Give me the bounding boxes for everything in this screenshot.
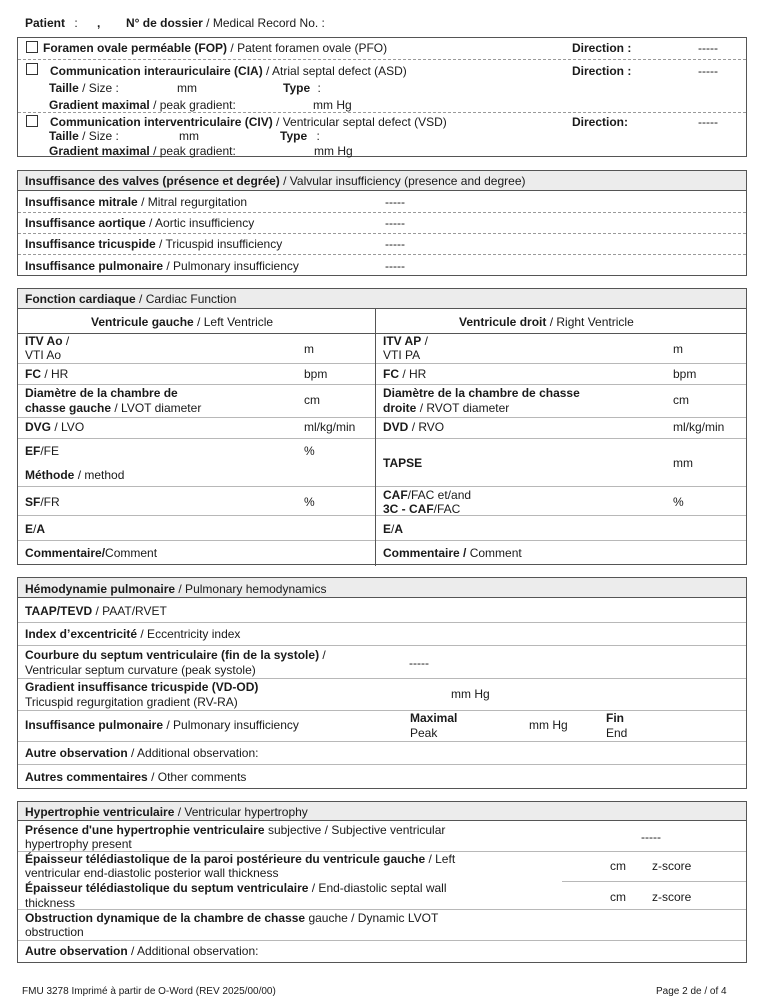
pulm-insuf-label: Insuffisance pulmonaire / Pulmonary insufficiency xyxy=(25,718,299,732)
valve-row-label: Insuffisance pulmonaire / Pulmonary insufficiency xyxy=(25,259,299,273)
presence-label-1: Présence d'une hypertrophie ventriculaire subjective / Subjective ventricular xyxy=(25,823,446,837)
lv-dvg-unit: ml/kg/min xyxy=(304,420,356,434)
cardiac-section xyxy=(17,288,747,565)
taap-label: TAAP/TEVD / PAAT/RVET xyxy=(25,604,167,618)
rv-fc-label: FC / HR xyxy=(383,367,427,381)
lv-diam-label-2: chasse gauche / LVOT diameter xyxy=(25,401,202,415)
rv-comment-label: Commentaire / Comment xyxy=(383,546,522,560)
lv-diam-label-1: Diamètre de la chambre de xyxy=(25,386,178,400)
valve-row-value: ----- xyxy=(385,216,405,230)
obstruction-label-2: obstruction xyxy=(25,925,84,939)
valves-section xyxy=(17,170,747,276)
rv-itv-unit: m xyxy=(673,342,683,356)
defects-section xyxy=(17,37,747,157)
civ-size-unit: mm xyxy=(179,129,199,143)
rv-header: Ventricule droit / Right Ventricle xyxy=(459,315,634,329)
rv-caf-label-2: 3C - CAF/FAC xyxy=(383,502,461,516)
eccentricity-label: Index d’excentricité / Eccentricity index xyxy=(25,627,241,641)
tr-gradient-label-2: Tricuspid regurgitation gradient (RV-RA) xyxy=(25,695,238,709)
rv-diam-label-2: droite / RVOT diameter xyxy=(383,401,510,415)
lv-ef-label: EF/FE xyxy=(25,444,60,458)
septal-wall-unit: cm xyxy=(610,890,626,904)
tr-gradient-unit: mm Hg xyxy=(451,687,490,701)
cia-gradient-label: Gradient maximal / peak gradient: xyxy=(49,98,236,112)
rv-tapse-label: TAPSE xyxy=(383,456,423,470)
pulmonary-title: Hémodynamie pulmonaire / Pulmonary hemodynamics xyxy=(25,582,327,596)
civ-checkbox[interactable] xyxy=(26,115,38,127)
fop-direction-value: ----- xyxy=(698,41,718,55)
pulm-other-comments-label: Autres commentaires / Other comments xyxy=(25,770,247,784)
obstruction-label-1: Obstruction dynamique de la chambre de chasse gauche / Dynamic LVOT xyxy=(25,911,439,925)
rv-diam-unit: cm xyxy=(673,393,689,407)
lv-fc-unit: bpm xyxy=(304,367,328,381)
rv-tapse-unit: mm xyxy=(673,456,693,470)
civ-direction-label: Direction: xyxy=(572,115,629,129)
cia-size-label: Taille / Size : xyxy=(49,81,119,95)
lv-sf-unit: % xyxy=(304,495,315,509)
pulm-insuf-unit: mm Hg xyxy=(529,718,568,732)
civ-type-label: Type : xyxy=(280,129,320,143)
pulm-insuf-max-en: Peak xyxy=(410,726,438,740)
dossier-line xyxy=(126,16,325,30)
cia-checkbox[interactable] xyxy=(26,63,38,75)
lv-itv-unit: m xyxy=(304,342,314,356)
cia-direction-label: Direction : xyxy=(572,64,632,78)
rv-dvd-label: DVD / RVO xyxy=(383,420,445,434)
cia-size-unit: mm xyxy=(177,81,197,95)
dossier-label: N° de dossier xyxy=(126,16,203,30)
civ-gradient-label: Gradient maximal / peak gradient: xyxy=(49,144,236,158)
civ-direction-value: ----- xyxy=(698,115,718,129)
lv-sf-label: SF/FR xyxy=(25,495,60,509)
hypertrophy-title: Hypertrophie ventriculaire / Ventricular hypertrophy xyxy=(25,805,308,819)
rv-itv-en: VTI PA xyxy=(383,348,421,362)
lv-ea-label: E/A xyxy=(25,522,46,536)
cia-type-label: Type : xyxy=(283,81,321,95)
patient-comma: , xyxy=(97,16,101,30)
curvature-value: ----- xyxy=(409,656,429,670)
fop-direction-label: Direction : xyxy=(572,41,632,55)
rv-caf-unit: % xyxy=(673,495,684,509)
civ-label: Communication interventriculaire (CIV) / Ventricular septal defect (VSD) xyxy=(50,115,447,129)
lv-dvg-label: DVG / LVO xyxy=(25,420,85,434)
footer-page-number: Page 2 de / of 4 xyxy=(656,986,727,997)
septal-wall-zscore: z-score xyxy=(652,890,692,904)
posterior-wall-label-1: Épaisseur télédiastolique de la paroi postérieure du ventricule gauche / Left xyxy=(25,852,456,866)
cardiac-title: Fonction cardiaque / Cardiac Function xyxy=(25,292,237,306)
presence-value: ----- xyxy=(641,830,661,844)
rv-fc-unit: bpm xyxy=(673,367,697,381)
rv-caf-label-1: CAF/FAC et/and xyxy=(383,488,472,502)
presence-label-2: hypertrophy present xyxy=(25,837,132,851)
rv-diam-label-1: Diamètre de la chambre de chasse xyxy=(383,386,580,400)
curvature-label-1: Courbure du septum ventriculaire (fin de la systole) / xyxy=(25,648,326,662)
lv-itv-en: VTI Ao xyxy=(25,348,62,362)
fop-checkbox[interactable] xyxy=(26,41,38,53)
pulm-other-obs-label: Autre observation / Additional observation: xyxy=(25,746,259,760)
posterior-wall-label-2: ventricular end-diastolic posterior wall thickness xyxy=(25,866,279,880)
pulm-insuf-end-fr: Fin xyxy=(606,711,624,725)
valve-row-value: ----- xyxy=(385,237,405,251)
curvature-label-2: Ventricular septum curvature (peak systole) xyxy=(25,663,256,677)
valves-title: Insuffisance des valves (présence et degrée) / Valvular insufficiency (presence and degree) xyxy=(25,174,526,188)
posterior-wall-zscore: z-score xyxy=(652,859,692,873)
lv-fc-label: FC / HR xyxy=(25,367,69,381)
fop-label: Foramen ovale perméable (FOP) / Patent foramen ovale (PFO) xyxy=(43,41,388,55)
valve-row-label: Insuffisance tricuspide / Tricuspid insufficiency xyxy=(25,237,283,251)
rv-dvd-unit: ml/kg/min xyxy=(673,420,725,434)
valve-row-label: Insuffisance aortique / Aortic insufficiency xyxy=(25,216,255,230)
septal-wall-label-1: Épaisseur télédiastolique du septum ventriculaire / End-diastolic septal wall xyxy=(25,881,447,895)
hypertrophy-section xyxy=(17,801,747,963)
civ-size-label: Taille / Size : xyxy=(49,129,119,143)
pulm-insuf-max-fr: Maximal xyxy=(410,711,458,725)
rv-ea-label: E/A xyxy=(383,522,404,536)
posterior-wall-unit: cm xyxy=(610,859,626,873)
cia-label: Communication interauriculaire (CIA) / Atrial septal defect (ASD) xyxy=(50,64,407,78)
hyper-other-obs-label: Autre observation / Additional observation: xyxy=(25,944,259,958)
septal-wall-label-2: thickness xyxy=(25,896,76,910)
rv-itv-label: ITV AP / xyxy=(383,334,428,348)
record-label: / Medical Record No. : xyxy=(206,16,325,30)
cia-gradient-unit: mm Hg xyxy=(313,98,352,112)
lv-diam-unit: cm xyxy=(304,393,320,407)
pulm-insuf-end-en: End xyxy=(606,726,628,740)
lv-itv-label: ITV Ao / xyxy=(25,334,70,348)
lv-ef-unit: % xyxy=(304,444,315,458)
tr-gradient-label-1: Gradient insuffisance tricuspide (VD-OD) xyxy=(25,680,259,694)
lv-method-label: Méthode / method xyxy=(25,468,125,482)
valve-row-value: ----- xyxy=(385,195,405,209)
pulmonary-section xyxy=(17,577,747,789)
footer-form-id: FMU 3278 Imprimé à partir de O-Word (REV 2025/00/00) xyxy=(22,986,276,997)
valve-row-value: ----- xyxy=(385,259,405,273)
patient-colon: : xyxy=(74,16,78,30)
patient-line xyxy=(25,16,101,30)
cia-direction-value: ----- xyxy=(698,64,718,78)
lv-header: Ventricule gauche / Left Ventricle xyxy=(91,315,274,329)
valve-row-label: Insuffisance mitrale / Mitral regurgitation xyxy=(25,195,248,209)
patient-label: Patient xyxy=(25,16,66,30)
civ-gradient-unit: mm Hg xyxy=(314,144,353,158)
lv-comment-label: Commentaire/Comment xyxy=(25,546,158,560)
